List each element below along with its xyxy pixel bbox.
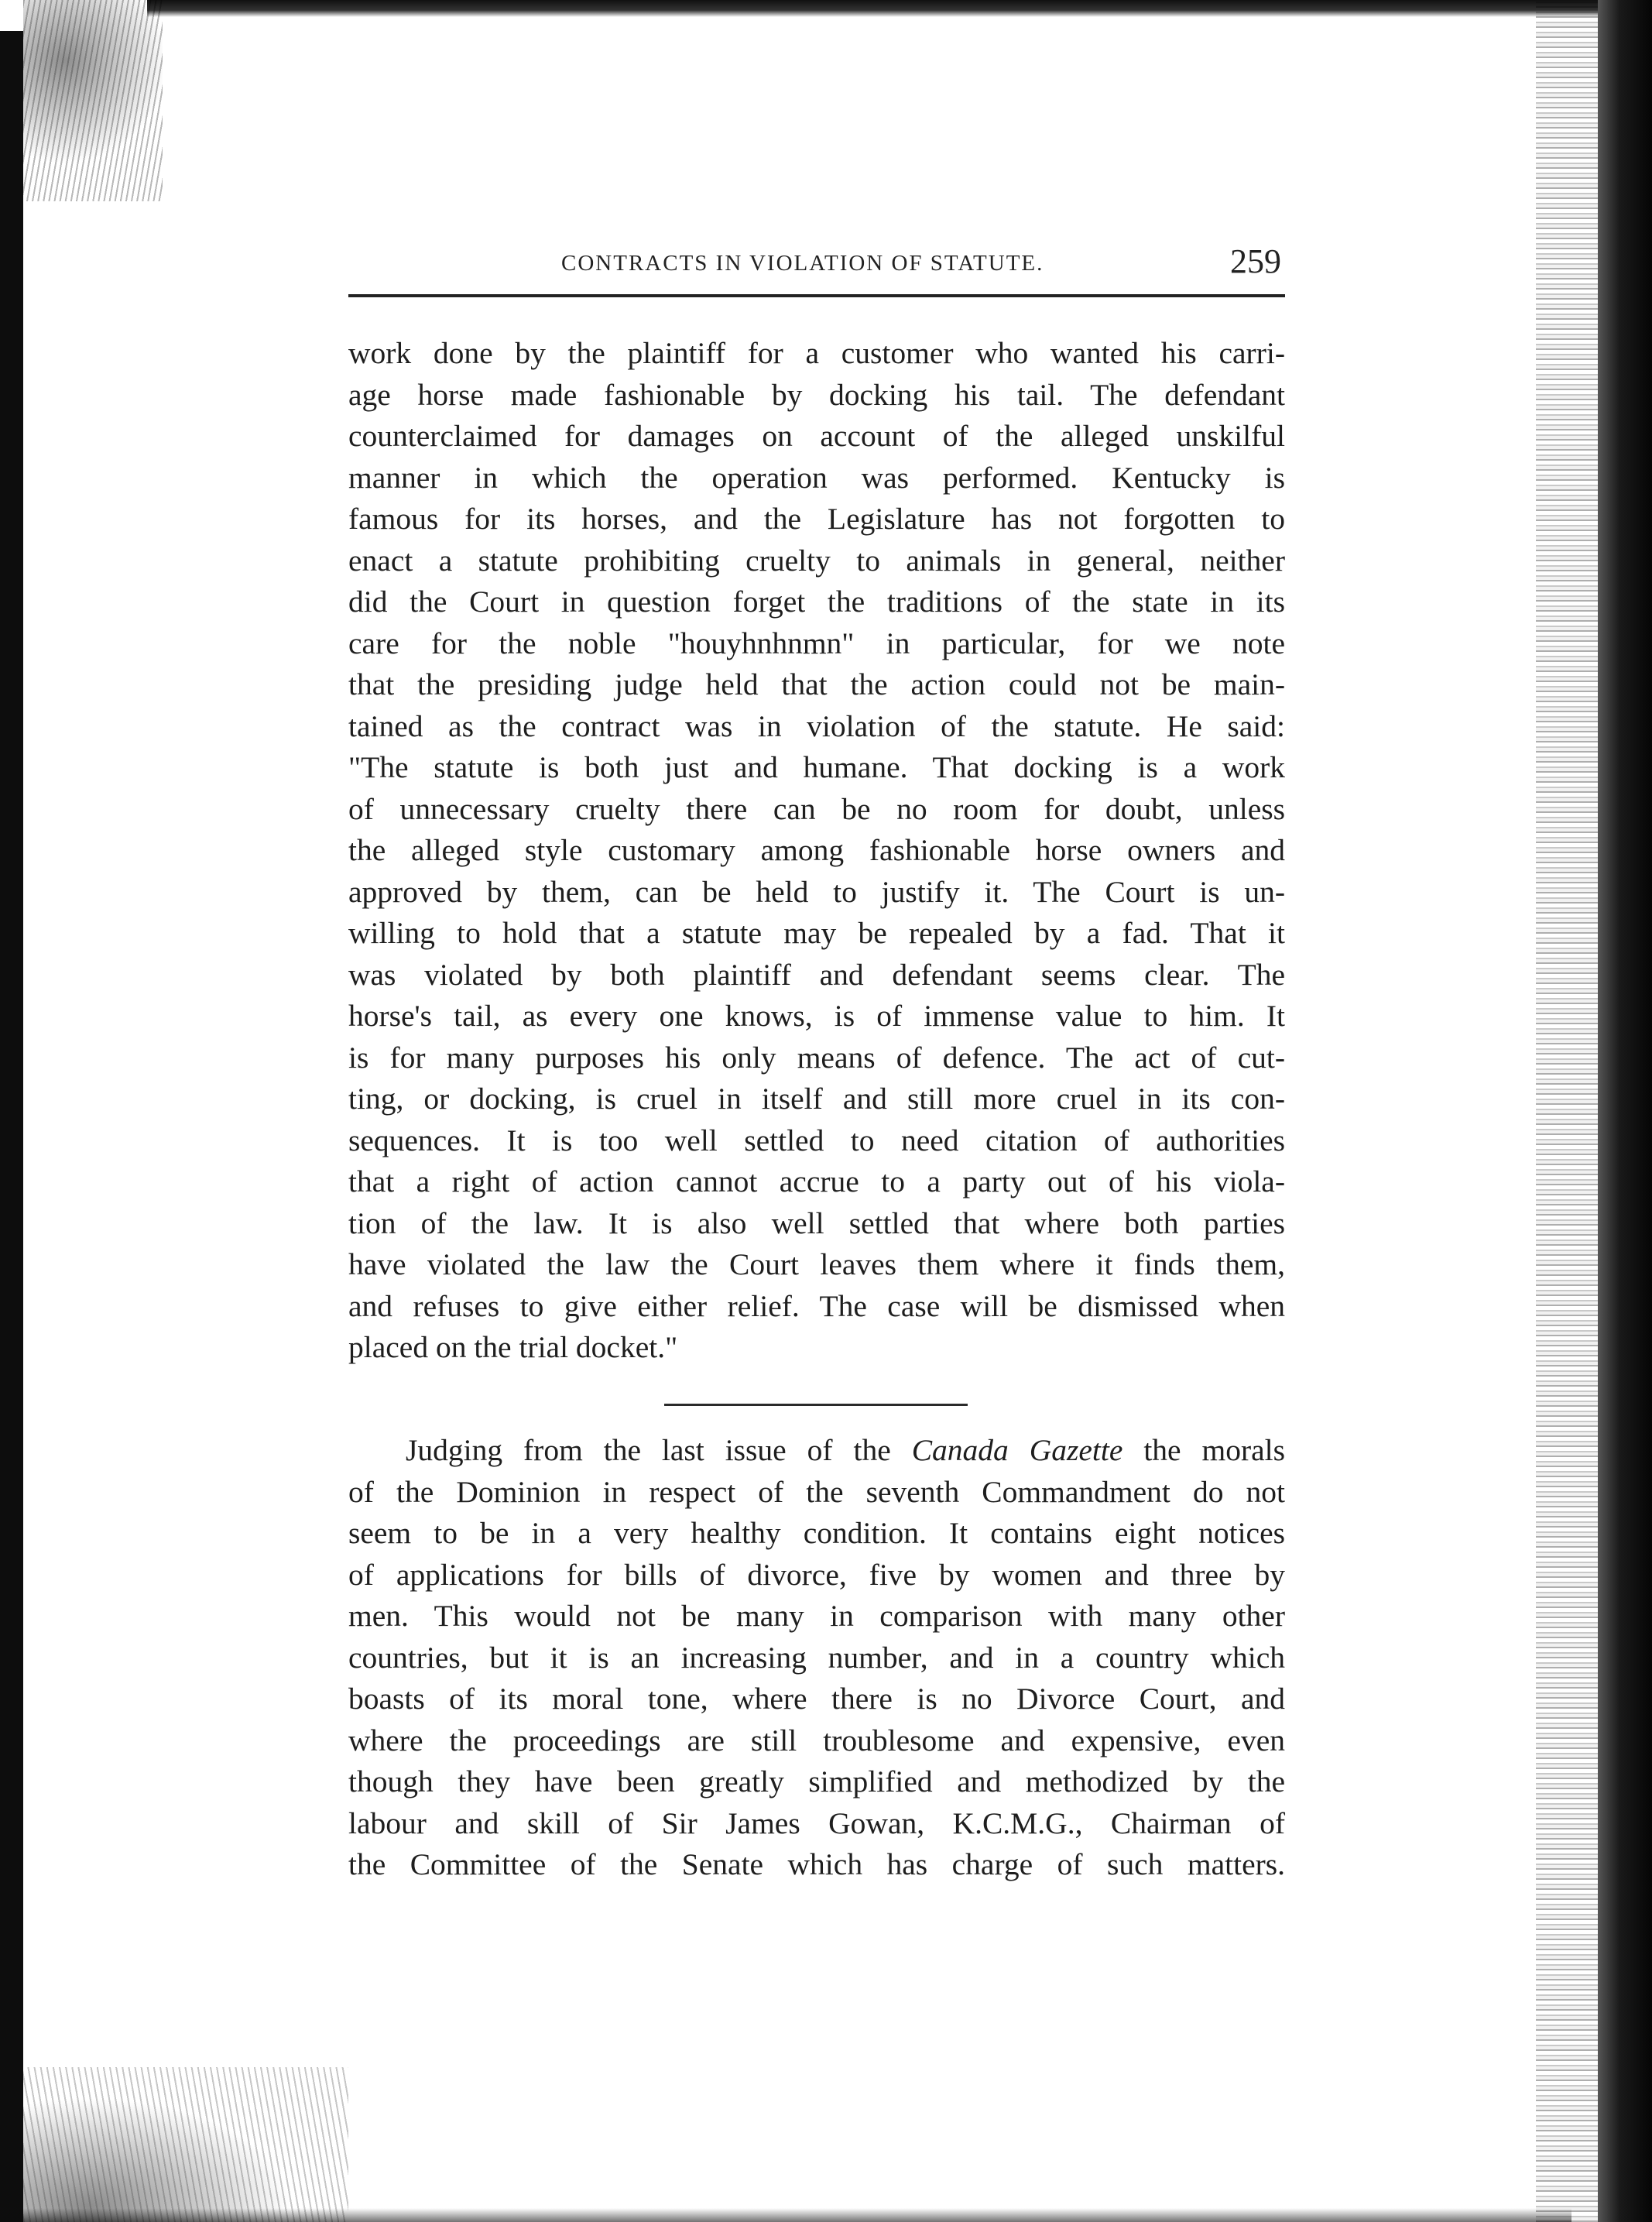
text-line: "The statute is both just and humane. That docking is a work xyxy=(348,750,1285,784)
text-line: age horse made fashionable by docking his tail. The defendant xyxy=(348,377,1285,412)
text-line: the Committee of the Senate which has charge of such matters. xyxy=(348,1847,1285,1881)
text-line: labour and skill of Sir James Gowan, K.C.M.G., Chairman of xyxy=(348,1805,1285,1840)
text-line: manner in which the operation was performed. Kentucky is xyxy=(348,460,1285,495)
text-line: willing to hold that a statute may be repealed by a fad. That it xyxy=(348,916,1285,950)
paragraph-divorce-notices xyxy=(348,1430,1285,1886)
scan-right-speckle xyxy=(1536,0,1598,2222)
scan-left-binding-bar xyxy=(0,31,23,2222)
scan-bottom-left-speckle xyxy=(23,2067,348,2222)
text-line: where the proceedings are still troublesome and expensive, even xyxy=(348,1723,1285,1757)
text-line: boasts of its moral tone, where there is no Divorce Court, and xyxy=(348,1682,1285,1716)
scan-bottom-edge xyxy=(23,2208,1571,2222)
text-line: was violated by both plaintiff and defendant seems clear. The xyxy=(348,957,1285,992)
text-line: have violated the law the Court leaves them where it finds them, xyxy=(348,1247,1285,1281)
text-line: is for many purposes his only means of defence. The act of cut- xyxy=(348,1040,1285,1075)
text-line: enact a statute prohibiting cruelty to animals in general, neither xyxy=(348,543,1285,578)
text-line: tained as the contract was in violation of the statute. He said: xyxy=(348,708,1285,743)
text-line: though they have been greatly simplified and methodized by the xyxy=(348,1764,1285,1799)
scan-top-edge xyxy=(147,0,1649,17)
text-line: did the Court in question forget the traditions of the state in its xyxy=(348,585,1285,619)
running-title: CONTRACTS IN VIOLATION OF STATUTE. xyxy=(561,251,1044,276)
text-run: Judging from the last issue of the xyxy=(406,1433,891,1467)
text-line: and refuses to give either relief. The case will be dismissed when xyxy=(348,1288,1285,1323)
running-head xyxy=(348,242,1285,293)
text-line: of the Dominion in respect of the seventh Commandment do not xyxy=(348,1474,1285,1509)
publication-title: Canada Gazette xyxy=(911,1433,1123,1467)
text-line: seem to be in a very healthy condition. It contains eight notices xyxy=(348,1516,1285,1550)
scan-right-binding xyxy=(1536,0,1652,2222)
text-line: that the presiding judge held that the action could not be main- xyxy=(348,667,1285,701)
text-line xyxy=(348,1430,1285,1472)
text-line: work done by the plaintiff for a customer who wanted his carri- xyxy=(348,336,1285,370)
text-line: approved by them, can be held to justify it. The Court is un- xyxy=(348,874,1285,909)
text-line: countries, but it is an increasing number, and in a country which xyxy=(348,1640,1285,1675)
text-line: men. This would not be many in comparison with many other xyxy=(348,1599,1285,1633)
section-divider xyxy=(664,1404,968,1406)
scan-right-binding-bar xyxy=(1598,0,1652,2222)
text-line: horse's tail, as every one knows, is of immense value to him. It xyxy=(348,999,1285,1033)
header-rule xyxy=(348,294,1285,297)
text-line: the alleged style customary among fashionable horse owners and xyxy=(348,833,1285,867)
text-line: care for the noble "houyhnhnmn" in particular, for we note xyxy=(348,626,1285,660)
text-line: ting, or docking, is cruel in itself and still more cruel in its con- xyxy=(348,1082,1285,1116)
text-line: tion of the law. It is also well settled that where both parties xyxy=(348,1205,1285,1240)
text-line: that a right of action cannot accrue to a party out of his viola- xyxy=(348,1164,1285,1198)
text-line: sequences. It is too well settled to need citation of authorities xyxy=(348,1123,1285,1157)
text-run: the morals xyxy=(1143,1433,1286,1467)
text-line: counterclaimed for damages on account of the alleged unskilful xyxy=(348,419,1285,453)
text-line: placed on the trial docket." xyxy=(348,1330,678,1364)
text-line: of applications for bills of divorce, five by women and three by xyxy=(348,1557,1285,1592)
text-line: famous for its horses, and the Legislature has not forgotten to xyxy=(348,502,1285,536)
text-line: of unnecessary cruelty there can be no room for doubt, unless xyxy=(348,791,1285,826)
scan-left-binding xyxy=(0,0,166,2222)
paragraph-docking-case xyxy=(348,333,1285,1369)
page-number: 259 xyxy=(1230,242,1281,280)
scan-left-speckle xyxy=(23,0,163,201)
